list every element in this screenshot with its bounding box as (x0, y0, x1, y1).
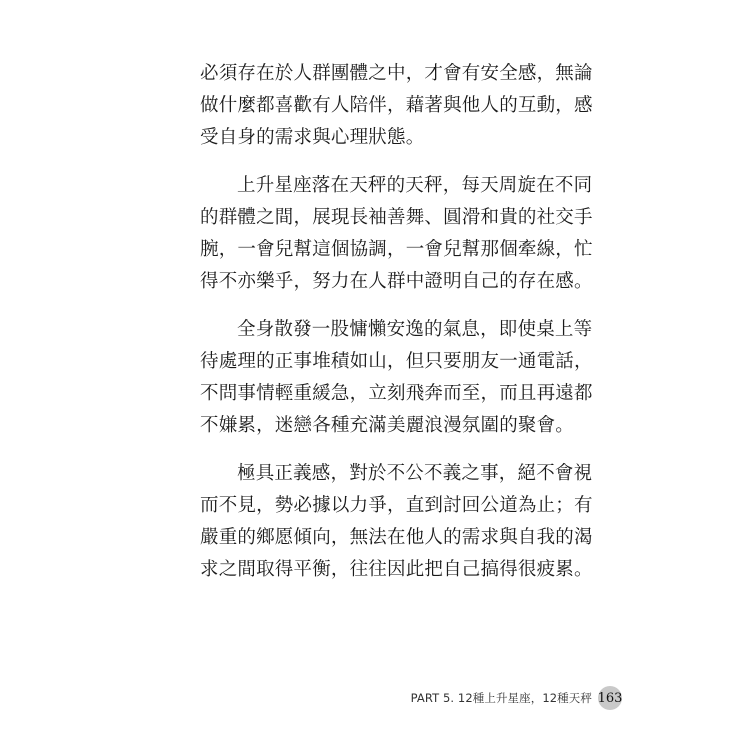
paragraph-4 (200, 458, 593, 586)
paragraph-1 (200, 58, 593, 154)
text-line: 做什麼都喜歡有人陪伴，藉著與他人的互動，感 (200, 95, 593, 116)
running-title: PART 5. 12種上升星座，12種天秤 (410, 691, 592, 705)
text-line: 得不亦樂乎，努力在人群中證明自己的存在感。 (200, 271, 593, 292)
text-line: 求之間取得平衡，往往因此把自己搞得很疲累。 (200, 559, 593, 580)
text-line: 的群體之間，展現長袖善舞、圓滑和貴的社交手 (200, 207, 593, 228)
text-line: 而不見，勢必據以力爭，直到討回公道為止；有 (200, 495, 593, 516)
page-number: 163 (598, 686, 622, 710)
paragraph-2 (200, 170, 593, 298)
text-line: 待處理的正事堆積如山，但只要朋友一通電話， (200, 351, 593, 372)
text-line: 受自身的需求與心理狀態。 (200, 127, 425, 148)
text-line: 不問事情輕重緩急，立刻飛奔而至，而且再遠都 (200, 383, 593, 404)
text-line: 上升星座落在天秤的天秤，每天周旋在不同 (237, 175, 593, 196)
text-line: 嚴重的鄉愿傾向，無法在他人的需求與自我的渴 (200, 527, 593, 548)
text-line: 極具正義感，對於不公不義之事，絕不會視 (237, 463, 593, 484)
text-line: 不嫌累，迷戀各種充滿美麗浪漫氛圍的聚會。 (200, 415, 575, 436)
body-text (200, 58, 593, 602)
text-line: 腕，一會兒幫這個協調，一會兒幫那個牽線，忙 (200, 239, 593, 260)
text-line: 全身散發一股慵懶安逸的氣息，即使桌上等 (237, 319, 593, 340)
page-footer (411, 686, 622, 710)
paragraph-3 (200, 314, 593, 442)
text-line: 必須存在於人群團體之中，才會有安全感，無論 (200, 63, 593, 84)
